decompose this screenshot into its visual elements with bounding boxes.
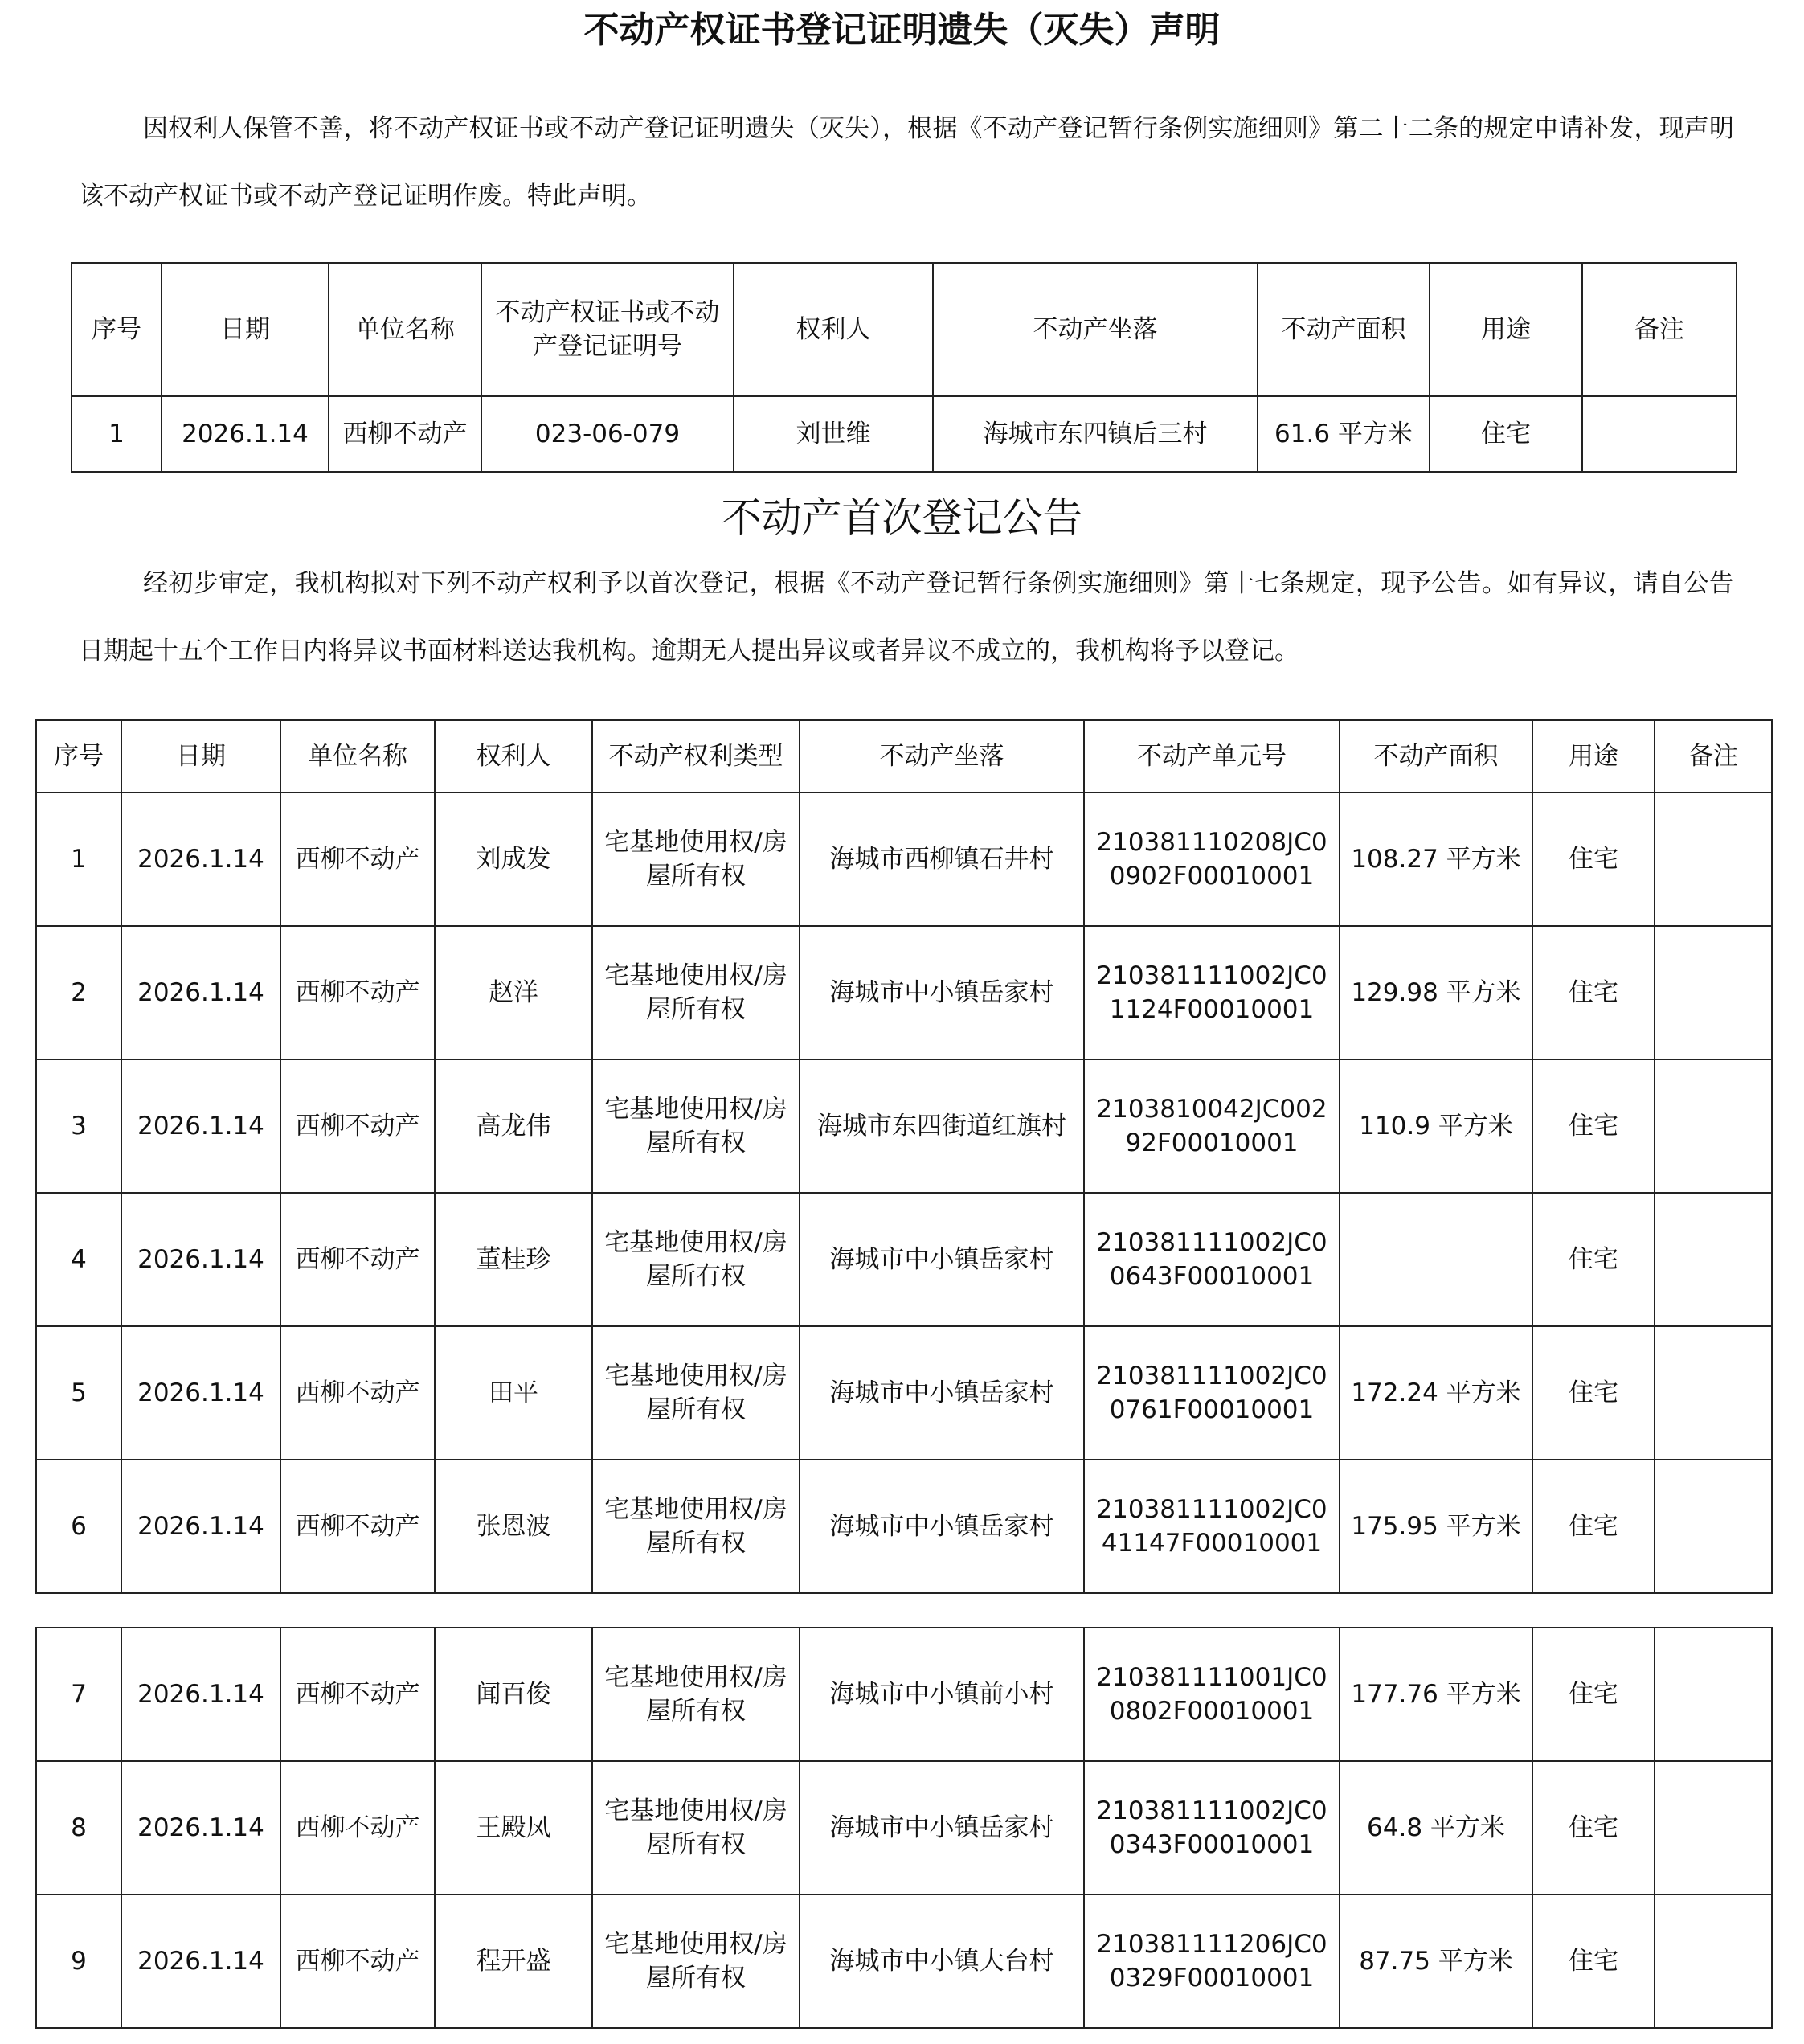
cell-unit: 西柳不动产 <box>280 1059 435 1193</box>
cell-right-type: 宅基地使用权/房屋所有权 <box>592 1761 800 1894</box>
cell-unit: 西柳不动产 <box>280 1894 435 2028</box>
cell-right-type: 宅基地使用权/房屋所有权 <box>592 1628 800 1761</box>
cell-remark <box>1655 1193 1772 1326</box>
header-use: 用途 <box>1532 720 1655 793</box>
cell-remark <box>1655 1894 1772 2028</box>
cell-location: 海城市中小镇岳家村 <box>800 1761 1084 1894</box>
cell-area: 172.24 平方米 <box>1340 1326 1532 1460</box>
cell-location: 海城市西柳镇石井村 <box>800 793 1084 926</box>
cell-use: 住宅 <box>1532 1326 1655 1460</box>
cell-unit: 西柳不动产 <box>280 1761 435 1894</box>
table-row <box>36 1460 1772 1593</box>
cell-index: 6 <box>36 1460 121 1593</box>
cell-unit: 西柳不动产 <box>280 1326 435 1460</box>
cell-unit-no: 210381111002JC01124F00010001 <box>1084 926 1340 1059</box>
cell-use: 住宅 <box>1430 396 1582 472</box>
cell-right-type: 宅基地使用权/房屋所有权 <box>592 1059 800 1193</box>
cell-index: 7 <box>36 1628 121 1761</box>
cell-date: 2026.1.14 <box>121 793 280 926</box>
header-date: 日期 <box>121 720 280 793</box>
cell-location: 海城市中小镇大台村 <box>800 1894 1084 2028</box>
cell-index: 3 <box>36 1059 121 1193</box>
cell-unit: 西柳不动产 <box>280 1460 435 1593</box>
cell-use: 住宅 <box>1532 1894 1655 2028</box>
cell-location: 海城市东四镇后三村 <box>933 396 1258 472</box>
header-owner: 权利人 <box>734 263 933 396</box>
header-date: 日期 <box>162 263 329 396</box>
header-index: 序号 <box>72 263 162 396</box>
cell-use: 住宅 <box>1532 793 1655 926</box>
notice2-title: 不动产首次登记公告 <box>721 494 1083 541</box>
cell-area: 177.76 平方米 <box>1340 1628 1532 1761</box>
cell-unit-no: 210381111001JC00802F00010001 <box>1084 1628 1340 1761</box>
cell-unit-no: 210381110208JC00902F00010001 <box>1084 793 1340 926</box>
cell-unit-no: 210381111002JC041147F00010001 <box>1084 1460 1340 1593</box>
cell-right-type: 宅基地使用权/房屋所有权 <box>592 1460 800 1593</box>
cell-area: 61.6 平方米 <box>1258 396 1430 472</box>
registration-table-part2 <box>35 1627 1773 2029</box>
cell-area: 129.98 平方米 <box>1340 926 1532 1059</box>
cell-area: 110.9 平方米 <box>1340 1059 1532 1193</box>
cell-owner: 程开盛 <box>435 1894 592 2028</box>
cell-unit-no: 210381111206JC00329F00010001 <box>1084 1894 1340 2028</box>
cell-use: 住宅 <box>1532 1059 1655 1193</box>
cell-remark <box>1655 1628 1772 1761</box>
cell-right-type: 宅基地使用权/房屋所有权 <box>592 1894 800 2028</box>
cell-use: 住宅 <box>1532 1628 1655 1761</box>
cell-index: 4 <box>36 1193 121 1326</box>
cell-owner: 刘世维 <box>734 396 933 472</box>
table-row <box>36 1894 1772 2028</box>
registration-table-part1 <box>35 719 1773 1594</box>
cell-index: 1 <box>36 793 121 926</box>
cell-date: 2026.1.14 <box>121 1761 280 1894</box>
cell-location: 海城市中小镇岳家村 <box>800 1193 1084 1326</box>
cell-right-type: 宅基地使用权/房屋所有权 <box>592 926 800 1059</box>
cell-location: 海城市东四街道红旗村 <box>800 1059 1084 1193</box>
cell-area: 64.8 平方米 <box>1340 1761 1532 1894</box>
header-unit: 单位名称 <box>280 720 435 793</box>
header-location: 不动产坐落 <box>800 720 1084 793</box>
cell-unit: 西柳不动产 <box>280 793 435 926</box>
table-row <box>36 1761 1772 1894</box>
cell-location: 海城市中小镇岳家村 <box>800 1460 1084 1593</box>
cell-owner: 刘成发 <box>435 793 592 926</box>
cell-unit: 西柳不动产 <box>280 1628 435 1761</box>
cell-area: 87.75 平方米 <box>1340 1894 1532 2028</box>
header-unit-no: 不动产单元号 <box>1084 720 1340 793</box>
cell-remark <box>1582 396 1737 472</box>
cell-owner: 赵洋 <box>435 926 592 1059</box>
header-certificate-no: 不动产权证书或不动产登记证明号 <box>481 263 734 396</box>
table-row <box>36 1628 1772 1761</box>
cell-unit-no: 210381111002JC00343F00010001 <box>1084 1761 1340 1894</box>
cell-date: 2026.1.14 <box>121 926 280 1059</box>
header-remark: 备注 <box>1582 263 1737 396</box>
cell-location: 海城市中小镇岳家村 <box>800 926 1084 1059</box>
cell-owner: 高龙伟 <box>435 1059 592 1193</box>
cell-unit: 西柳不动产 <box>329 396 481 472</box>
cell-index: 2 <box>36 926 121 1059</box>
table-row <box>72 396 1737 472</box>
table-row <box>36 1326 1772 1460</box>
cell-index: 1 <box>72 396 162 472</box>
cell-owner: 闻百俊 <box>435 1628 592 1761</box>
cell-certificate-no: 023-06-079 <box>481 396 734 472</box>
cell-use: 住宅 <box>1532 1193 1655 1326</box>
cell-right-type: 宅基地使用权/房屋所有权 <box>592 1326 800 1460</box>
cell-remark <box>1655 1059 1772 1193</box>
table-row <box>36 1059 1772 1193</box>
notice1-paragraph: 因权利人保管不善，将不动产权证书或不动产登记证明遗失（灭失），根据《不动产登记暂行条例实施细则》第二十二条的规定申请补发，现声明该不动产权证书或不动产登记证明作废。特此声明。 <box>79 114 1734 211</box>
table-row <box>36 926 1772 1059</box>
header-area: 不动产面积 <box>1258 263 1430 396</box>
cell-owner: 王殿凤 <box>435 1761 592 1894</box>
cell-date: 2026.1.14 <box>121 1628 280 1761</box>
header-index: 序号 <box>36 720 121 793</box>
cell-area: 108.27 平方米 <box>1340 793 1532 926</box>
cell-date: 2026.1.14 <box>121 1326 280 1460</box>
cell-remark <box>1655 1761 1772 1894</box>
cell-area <box>1340 1193 1532 1326</box>
table-header-row <box>36 720 1772 793</box>
cell-remark <box>1655 1460 1772 1593</box>
cell-unit-no: 210381111002JC00761F00010001 <box>1084 1326 1340 1460</box>
cell-right-type: 宅基地使用权/房屋所有权 <box>592 1193 800 1326</box>
cell-index: 8 <box>36 1761 121 1894</box>
cell-date: 2026.1.14 <box>121 1460 280 1593</box>
header-use: 用途 <box>1430 263 1582 396</box>
notice1-title: 不动产权证书登记证明遗失（灭失）声明 <box>583 10 1221 51</box>
cell-owner: 董桂珍 <box>435 1193 592 1326</box>
cell-remark <box>1655 1326 1772 1460</box>
cell-index: 5 <box>36 1326 121 1460</box>
cell-unit-no: 210381111002JC00643F00010001 <box>1084 1193 1340 1326</box>
header-area: 不动产面积 <box>1340 720 1532 793</box>
cell-area: 175.95 平方米 <box>1340 1460 1532 1593</box>
cell-date: 2026.1.14 <box>121 1894 280 2028</box>
cell-owner: 张恩波 <box>435 1460 592 1593</box>
cell-date: 2026.1.14 <box>162 396 329 472</box>
header-unit: 单位名称 <box>329 263 481 396</box>
cell-unit: 西柳不动产 <box>280 926 435 1059</box>
cell-owner: 田平 <box>435 1326 592 1460</box>
table-header-row <box>72 263 1737 396</box>
cell-unit: 西柳不动产 <box>280 1193 435 1326</box>
cell-location: 海城市中小镇岳家村 <box>800 1326 1084 1460</box>
cell-use: 住宅 <box>1532 926 1655 1059</box>
cell-unit-no: 2103810042JC00292F00010001 <box>1084 1059 1340 1193</box>
cell-location: 海城市中小镇前小村 <box>800 1628 1084 1761</box>
cell-date: 2026.1.14 <box>121 1193 280 1326</box>
cell-remark <box>1655 793 1772 926</box>
loss-declaration-table <box>71 262 1737 473</box>
cell-remark <box>1655 926 1772 1059</box>
header-right-type: 不动产权利类型 <box>592 720 800 793</box>
table-row <box>36 793 1772 926</box>
table-row <box>36 1193 1772 1326</box>
header-owner: 权利人 <box>435 720 592 793</box>
header-location: 不动产坐落 <box>933 263 1258 396</box>
header-remark: 备注 <box>1655 720 1772 793</box>
cell-date: 2026.1.14 <box>121 1059 280 1193</box>
cell-right-type: 宅基地使用权/房屋所有权 <box>592 793 800 926</box>
cell-use: 住宅 <box>1532 1761 1655 1894</box>
notice2-paragraph: 经初步审定，我机构拟对下列不动产权利予以首次登记，根据《不动产登记暂行条例实施细则》第十七条规定，现予公告。如有异议，请自公告日期起十五个工作日内将异议书面材料送达我机构。逾期无人提出异议或者异议不成立的，我机构将予以登记。 <box>79 569 1734 666</box>
cell-use: 住宅 <box>1532 1460 1655 1593</box>
cell-index: 9 <box>36 1894 121 2028</box>
